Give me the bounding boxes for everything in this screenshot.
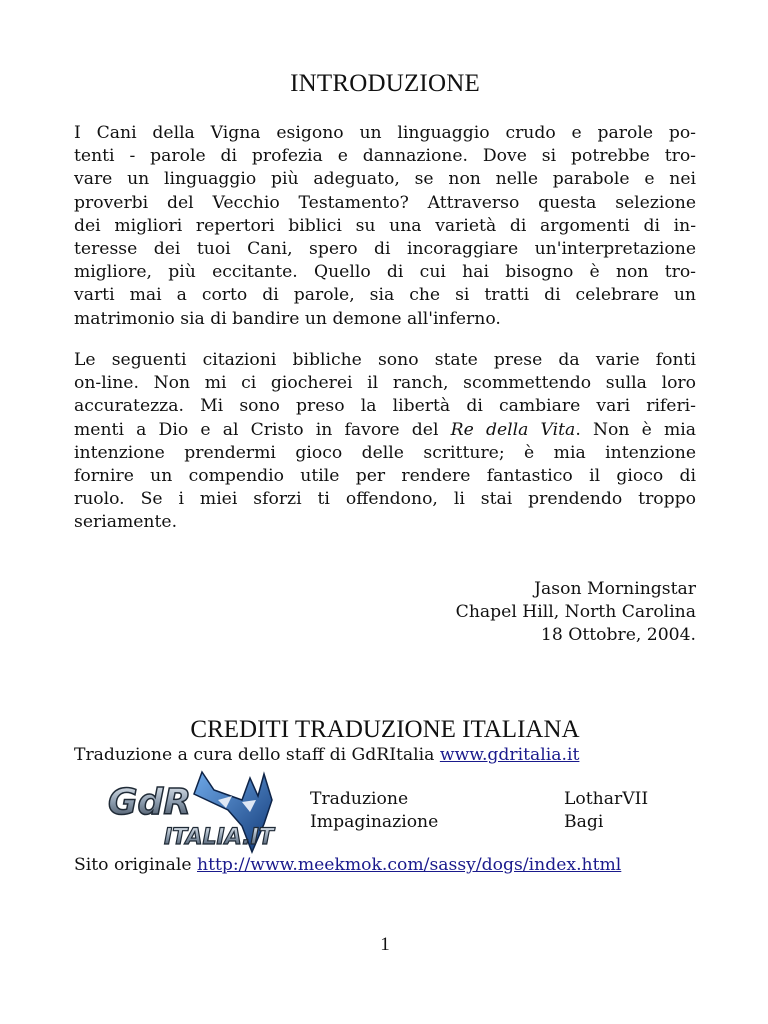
paragraph-line: I Cani della Vigna esigono un linguaggio crudo e parole po-: [74, 123, 696, 143]
role-translation: Traduzione: [310, 789, 409, 809]
credits-intro: [74, 745, 579, 765]
role-layout: Impaginazione: [310, 812, 439, 832]
gdritalia-logo-graphic: [102, 766, 322, 856]
paragraph-line: intenzione prendermi gioco delle scritture; è mia intenzione: [74, 442, 696, 463]
logo-text-gdr: GdR: [108, 782, 192, 823]
original-site-line: [74, 855, 621, 875]
paragraph-line: accuratezza. Mi sono preso la libertà di cambiare vari riferi-: [74, 396, 696, 417]
paragraph-line: ruolo. Se i miei sforzi ti offendono, li stai prendendo troppo: [74, 489, 696, 510]
paragraph-line: matrimonio sia di bandire un demone all'inferno.: [74, 308, 501, 329]
paragraph-line: varti mai a corto di parole, sia che si tratti di celebrare un: [74, 285, 696, 306]
paragraph-line: vare un linguaggio più adeguato, se non nelle parabole e nei: [74, 169, 696, 190]
original-site-link[interactable]: http://www.meekmok.com/sassy/dogs/index.html: [197, 855, 622, 875]
gdritalia-link[interactable]: www.gdritalia.it: [439, 745, 580, 765]
paragraph-line: on-line. Non mi ci giocherei il ranch, scommettendo sulla loro: [74, 373, 696, 394]
paragraph-line: dei migliori repertori biblici su una varietà di argomenti di in-: [74, 215, 696, 236]
author-name: Jason Morningstar: [534, 579, 696, 599]
paragraph-line: [74, 419, 696, 442]
signature-block: [456, 578, 696, 648]
logo-text-italia: ITALIA.IT: [164, 825, 274, 850]
paragraph-line: migliore, più eccitante. Quello di cui hai bisogno è non tro-: [74, 262, 696, 283]
intro-paragraph-2: [74, 349, 696, 535]
paragraph-line: seriamente.: [74, 512, 178, 533]
signature-date: 18 Ottobre, 2004.: [540, 625, 696, 646]
paragraph-line: proverbi del Vecchio Testamento? Attraverso questa selezione: [74, 192, 696, 213]
paragraph-line: Le seguenti citazioni bibliche sono state prese da varie fonti: [74, 350, 696, 370]
paragraph-line: teresse dei tuoi Cani, spero di incoraggiare un'interpretazione: [74, 239, 696, 260]
intro-paragraph-1: [74, 122, 696, 331]
credits-heading: CREDITI TRADUZIONE ITALIANA: [190, 716, 580, 743]
name-translation: LotharVII: [564, 789, 649, 809]
line-text: . Non è mia: [575, 419, 697, 440]
page-number: 1: [380, 934, 390, 955]
gdritalia-logo: [102, 766, 322, 856]
name-layout: Bagi: [564, 812, 604, 832]
credit-names: [564, 788, 648, 834]
original-site-label: Sito originale: [74, 855, 197, 875]
italic-title-text: Re della Vita: [450, 419, 576, 440]
page-title: INTRODUZIONE: [290, 70, 480, 97]
paragraph-line: fornire un compendio utile per rendere fantastico il gioco di: [74, 466, 696, 487]
paragraph-line: tenti - parole di profezia e dannazione. Dove si potrebbe tro-: [74, 146, 696, 167]
credit-roles: [310, 788, 438, 834]
line-text: menti a Dio e al Cristo in favore del: [74, 419, 451, 440]
credits-intro-text: Traduzione a cura dello staff di GdRItalia: [74, 745, 440, 765]
author-place: Chapel Hill, North Carolina: [455, 602, 696, 623]
